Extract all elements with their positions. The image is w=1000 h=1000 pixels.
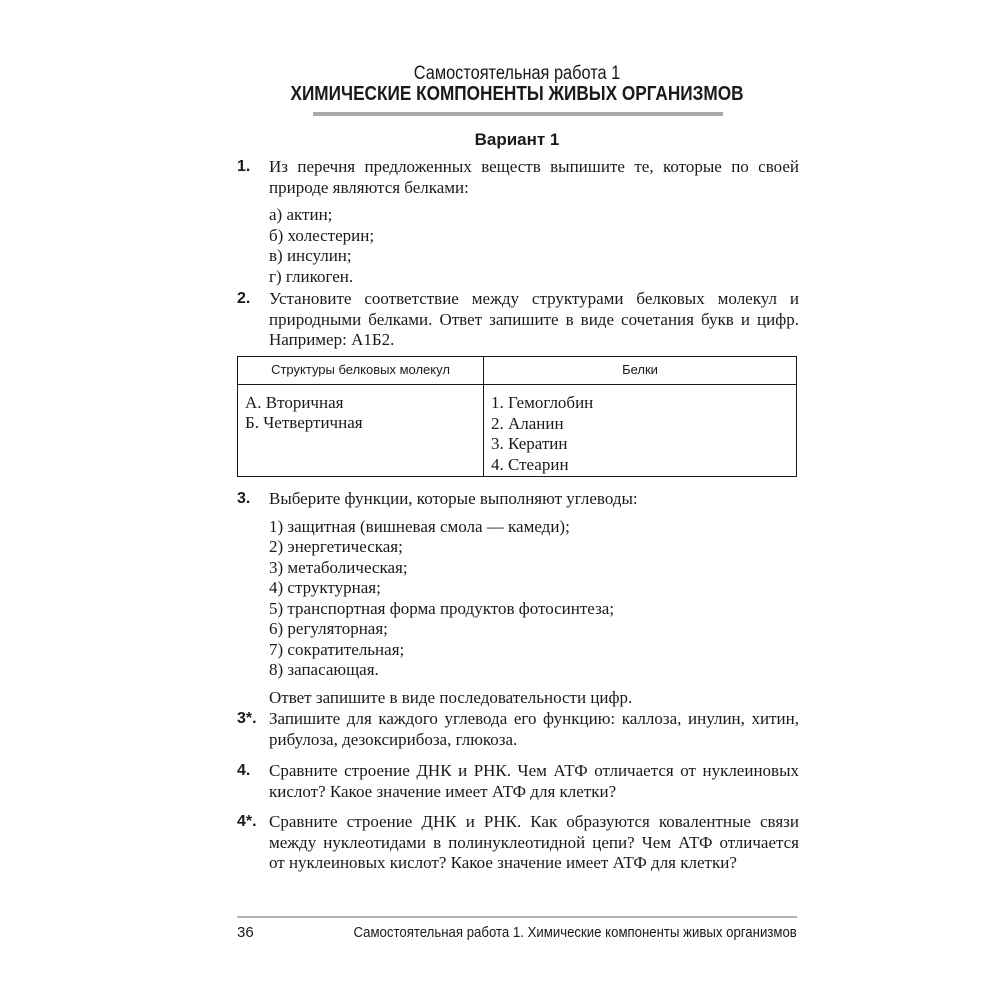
question-number: 1. [237, 158, 251, 175]
list-item: 5) транспортная форма продуктов фотосинтеза; [269, 598, 615, 618]
question-text: Выберите функции, которые выполняют углеводы: [269, 489, 638, 508]
list-item: 3) метаболическая; [269, 557, 408, 577]
answer-note: Ответ запишите в виде последовательности цифр. [269, 687, 633, 707]
list-item: 6) регуляторная; [269, 619, 388, 638]
option-list [269, 205, 799, 287]
question-number: 3. [237, 490, 251, 507]
option-list [269, 517, 799, 681]
question-number: 2. [237, 290, 251, 307]
list-item: 2) энергетическая; [269, 537, 403, 556]
question-text: Сравните строение ДНК и РНК. Чем АТФ отличается от нуклеиновых кислот? Какое значение имеет АТФ для клетки? [269, 761, 799, 801]
running-footer-title: Самостоятельная работа 1. Химические компоненты живых организмов [353, 924, 797, 941]
question-3-star [237, 709, 799, 750]
question-4 [237, 761, 799, 802]
question-3 [237, 489, 799, 708]
question-text: Запишите для каждого углевода его функцию: каллоза, инулин, хитин, рибулоза, дезоксирибоза, глюкоза. [269, 709, 799, 749]
question-1 [237, 157, 799, 287]
question-text: Из перечня предложенных веществ выпишите те, которые по своей природе являются белками: [269, 157, 799, 197]
table-cell: 1. Гемоглобин [491, 393, 594, 412]
list-item: 1) защитная (вишневая смола — камеди); [269, 516, 570, 536]
table-cell: 2. Аланин [491, 413, 564, 433]
question-2 [237, 289, 799, 351]
table-cell: А. Вторичная [245, 393, 344, 412]
table-cell: 4. Стеарин [491, 454, 569, 474]
proteins-column [491, 393, 593, 475]
list-item: 7) сократительная; [269, 639, 405, 659]
title-rule [313, 112, 723, 116]
table-cell: Б. Четвертичная [245, 413, 363, 432]
question-4-star [237, 812, 799, 874]
page-number: 36 [237, 924, 254, 941]
question-number: 4*. [237, 813, 257, 830]
column-header: Структуры белковых молекул [271, 362, 450, 377]
variant-heading: Вариант 1 [474, 130, 560, 149]
list-item: г) гликоген. [269, 266, 354, 286]
list-item: 8) запасающая. [269, 660, 379, 679]
page-title: ХИМИЧЕСКИЕ КОМПОНЕНТЫ ЖИВЫХ ОРГАНИЗМОВ [290, 83, 744, 105]
column-header: Белки [622, 362, 658, 377]
work-subtitle: Самостоятельная работа 1 [413, 63, 621, 84]
list-item: а) актин; [269, 205, 333, 224]
question-number: 3*. [237, 710, 257, 727]
list-item: 4) структурная; [269, 578, 381, 597]
table-cell: 3. Кератин [491, 434, 568, 453]
list-item: в) инсулин; [269, 246, 352, 265]
list-item: б) холестерин; [269, 225, 375, 245]
footer-rule [237, 916, 797, 918]
question-text: Сравните строение ДНК и РНК. Как образуются ковалентные связи между нуклеотидами в полинуклеотидной цепи? Чем АТФ отличается от нуклеиновых кислот? Какое значение имеет АТФ для клетки? [269, 812, 799, 872]
question-text: Установите соответствие между структурами белковых молекул и природными белками. Ответ запишите в виде сочетания букв и цифр. Например: А1Б2. [269, 289, 799, 349]
structures-column [245, 393, 363, 433]
question-number: 4. [237, 762, 251, 779]
matching-table [237, 356, 797, 477]
